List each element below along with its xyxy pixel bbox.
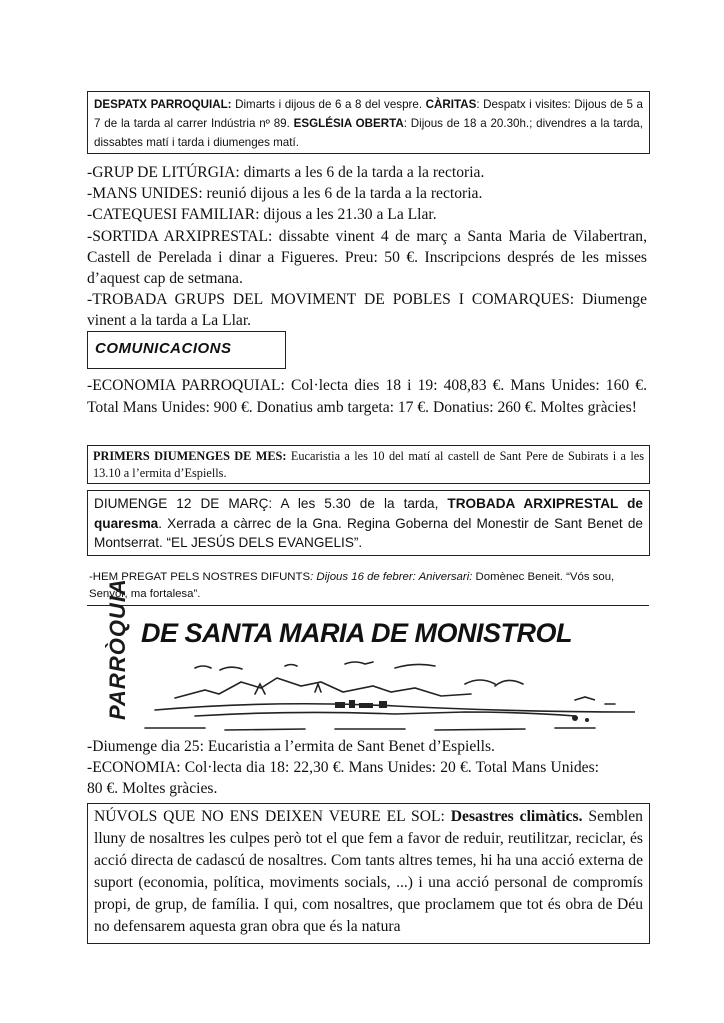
lent-meeting-box — [87, 490, 650, 556]
agenda-item-liturgia: -GRUP DE LITÚRGIA: dimarts a les 6 de la tarda a la rectoria. — [87, 164, 485, 181]
banner-vertical-word — [105, 578, 131, 720]
deceased-text-1: : Dijous 16 de febrer: — [310, 571, 419, 583]
economy-paragraph — [87, 375, 647, 418]
landscape-sketch — [135, 654, 635, 738]
deceased-text-2: Domènec Beneit. “Vós sou, Senyor, ma fortalesa”. — [89, 571, 615, 600]
deceased-note — [89, 569, 649, 603]
banner-title-text: DE SANTA MARIA DE MONISTROL — [141, 618, 572, 648]
monistrol-list — [87, 736, 599, 799]
climate-reflection-box — [87, 803, 650, 944]
deceased-label: -HEM PREGAT PELS NOSTRES DIFUNTS — [89, 571, 311, 583]
lent-meeting-text-2: . Xerrada a càrrec de la Gna. Regina Goberna del Monestir de Sant Benet de Montserrat. “EL JESÚS DELS EVANGELIS”. — [94, 515, 643, 550]
climate-title: NÚVOLS QUE NO ENS DEIXEN VEURE EL SOL: — [94, 808, 451, 825]
agenda-item-trobada: -TROBADA GRUPS DEL MOVIMENT DE POBLES I COMARQUES: Diumenge vinent a la tarda a La Llar. — [87, 291, 647, 330]
church-open-text: : Dijous de 18 a 20.30h.; divendres a la tarda, dissabtes matí i tarda i diumenges matí. — [94, 117, 643, 149]
office-text: Dimarts i dijous de 6 a 8 del vespre. — [231, 98, 426, 111]
climate-highlight: Desastres climàtics. — [450, 808, 583, 825]
agenda-item-mans-unides: -MANS UNIDES: reunió dijous a les 6 de la tarda a la rectoria. — [87, 185, 483, 203]
caritas-label: CÀRITAS — [425, 98, 477, 111]
banner-title — [141, 618, 631, 649]
office-hours-box — [87, 91, 650, 154]
climate-text: Semblen lluny de nosaltres les culpes però tot el que fem a favor de reduir, reutilitzar, reciclar, és acció directa de cadascú de nosaltres. Com tants altres temes, hi ha una acció externa de suport (economia, política, moviments socials, ...) i una acció personal de compromís propi, de grup, de família. I qui, com nosaltres, que proclamem que tot és obra de Déu no defensarem aquesta gran obra que és la natura — [94, 808, 643, 936]
church-open-label: ESGLÉSIA OBERTA — [293, 117, 404, 130]
caritas-text: : Despatx i visites: Dijous de 5 a 7 de la tarda al carrer Indústria nº 89. — [94, 98, 643, 130]
banner-vertical-text: PARRÒQUIA — [105, 578, 130, 720]
section-title: COMUNICACIONS — [95, 340, 232, 357]
divider-line — [87, 605, 649, 606]
first-sundays-label: PRIMERS DIUMENGES DE MES: — [93, 449, 287, 463]
anniversary-label: Aniversari: — [418, 571, 473, 583]
first-sundays-text: Eucaristia a les 10 del matí al castell de Sant Pere de Subirats i a les 13.10 a l’ermita d’Espiells. — [93, 449, 644, 480]
agenda-list — [87, 162, 647, 332]
lent-meeting-highlight: TROBADA ARXIPRESTAL de quaresma — [94, 496, 643, 531]
office-label: DESPATX PARROQUIAL: — [94, 98, 232, 111]
lent-meeting-text-1: DIUMENGE 12 DE MARÇ: A les 5.30 de la tarda, — [94, 496, 448, 511]
monistrol-item-economia: -ECONOMIA: Col·lecta dia 18: 22,30 €. Mans Unides: 20 €. Total Mans Unides: 80 €. Moltes gràcies. — [87, 759, 599, 797]
economy-text: -ECONOMIA PARROQUIAL: Col·lecta dies 18 i 19: 408,83 €. Mans Unides: 160 €. Total Mans Unides: 900 €. Donatius amb targeta: 17 €. Donatius: 260 €. Moltes gràcies! — [87, 377, 647, 416]
first-sundays-box — [87, 445, 650, 484]
monistrol-item-eucaristia: -Diumenge dia 25: Eucaristia a l’ermita de Sant Benet d’Espiells. — [87, 738, 495, 755]
agenda-item-catequesi: -CATEQUESI FAMILIAR: dijous a les 21.30 a La Llar. — [87, 206, 437, 224]
agenda-item-sortida: -SORTIDA ARXIPRESTAL: dissabte vinent 4 de març a Santa Maria de Vilabertran, Castell de Perelada i dinar a Figueres. Preu: 50 €. Inscripcions després de les misses d’aquest cap de setmana. — [87, 227, 647, 288]
section-heading-comunicacions — [87, 331, 286, 369]
